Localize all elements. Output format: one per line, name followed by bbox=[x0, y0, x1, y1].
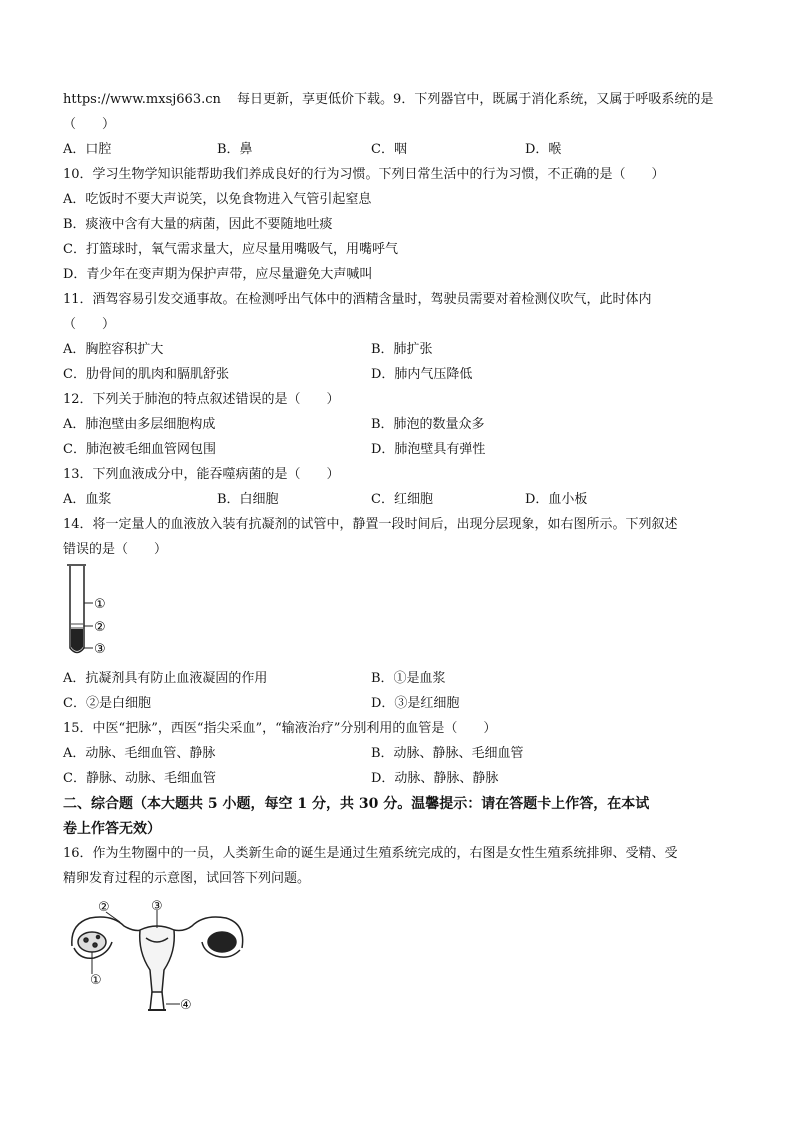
q12-option-d: D．肺泡壁具有弹性 bbox=[371, 442, 486, 457]
tube-label-2: ② bbox=[94, 620, 106, 635]
q13-option-b: B．白细胞 bbox=[217, 492, 279, 507]
section-title-2: 卷上作答无效） bbox=[63, 821, 161, 837]
q15-stem: 15．中医“把脉”，西医“指尖采血”，“输液治疗”分别利用的血管是（ ） bbox=[63, 721, 497, 736]
q9-option-d: D．喉 bbox=[525, 142, 562, 157]
q9-paren: （ ） bbox=[63, 117, 116, 132]
figure-label-3: ③ bbox=[151, 899, 163, 914]
q11-option-a: A．胸腔容积扩大 bbox=[63, 342, 164, 357]
q15-option-c: C．静脉、动脉、毛细血管 bbox=[63, 771, 216, 786]
q15-option-d: D．动脉、静脉、静脉 bbox=[371, 771, 499, 786]
q14-option-c: C．②是白细胞 bbox=[63, 696, 151, 711]
q9-stem: 9．下列器官中，既属于消化系统，又属于呼吸系统的是 bbox=[393, 92, 714, 107]
q13-stem: 13．下列血液成分中，能吞噬病菌的是（ ） bbox=[63, 467, 340, 482]
q11-option-c: C．肋骨间的肌肉和膈肌舒张 bbox=[63, 367, 229, 382]
test-tube-figure bbox=[60, 562, 130, 660]
q12-option-c: C．肺泡被毛细血管网包围 bbox=[63, 442, 216, 457]
q16-stem: 16．作为生物圈中的一员，人类新生命的诞生是通过生殖系统完成的，右图是女性生殖系统排卵、受精、受 bbox=[63, 846, 678, 861]
q10-stem: 10．学习生物学知识能帮助我们养成良好的行为习惯。下列日常生活中的行为习惯，不正确的是（ ） bbox=[63, 167, 665, 182]
section-title: 二、综合题（本大题共 5 小题，每空 1 分，共 30 分。温馨提示：请在答题卡上作答，在本试 bbox=[63, 796, 650, 812]
q13-option-a: A．血浆 bbox=[63, 492, 112, 507]
q13-option-d: D．血小板 bbox=[525, 492, 588, 507]
q14-option-d: D．③是红细胞 bbox=[371, 696, 460, 711]
q10-option-c: C．打篮球时，氧气需求量大，应尽量用嘴吸气，用嘴呼气 bbox=[63, 242, 398, 257]
tube-label-3: ③ bbox=[94, 642, 106, 657]
promo-text: 每日更新，享更低价下载。 bbox=[237, 92, 394, 107]
q10-option-b: B．痰液中含有大量的病菌，因此不要随地吐痰 bbox=[63, 217, 333, 232]
figure-label-2: ② bbox=[98, 900, 110, 915]
q11-stem: 11．酒驾容易引发交通事故。在检测呼出气体中的酒精含量时，驾驶员需要对着检测仪吹气，此时体内 bbox=[63, 292, 652, 307]
q9-option-a: A．口腔 bbox=[63, 142, 112, 157]
q13-option-c: C．红细胞 bbox=[371, 492, 433, 507]
figure-label-1: ① bbox=[90, 973, 102, 988]
q11-paren: （ ） bbox=[63, 317, 116, 332]
figure-label-4: ④ bbox=[180, 998, 192, 1013]
q10-option-a: A．吃饭时不要大声说笑，以免食物进入气管引起窒息 bbox=[63, 192, 372, 207]
q14-stem: 14．将一定量人的血液放入装有抗凝剂的试管中，静置一段时间后，出现分层现象，如右图所示。下列叙述 bbox=[63, 517, 678, 532]
q9-line bbox=[63, 91, 734, 109]
q12-option-b: B．肺泡的数量众多 bbox=[371, 417, 485, 432]
q12-option-a: A．肺泡壁由多层细胞构成 bbox=[63, 417, 216, 432]
q10-option-d: D．青少年在变声期为保护声带，应尽量避免大声喊叫 bbox=[63, 267, 373, 282]
q11-option-b: B．肺扩张 bbox=[371, 342, 433, 357]
q9-option-c: C．咽 bbox=[371, 142, 407, 157]
test-tube-icon bbox=[67, 565, 86, 653]
q16-stem-2: 精卵发育过程的示意图，试回答下列问题。 bbox=[63, 871, 311, 886]
tube-label-1: ① bbox=[94, 597, 106, 612]
q14-stem-2: 错误的是（ ） bbox=[63, 542, 168, 557]
q11-option-d: D．肺内气压降低 bbox=[371, 367, 473, 382]
female-reproductive-figure bbox=[62, 894, 252, 1016]
q12-stem: 12．下列关于肺泡的特点叙述错误的是（ ） bbox=[63, 392, 340, 407]
source-url: https://www.mxsj663.cn bbox=[63, 92, 221, 107]
q14-option-b: B．①是血浆 bbox=[371, 671, 446, 686]
q15-option-a: A．动脉、毛细血管、静脉 bbox=[63, 746, 216, 761]
q15-option-b: B．动脉、静脉、毛细血管 bbox=[371, 746, 524, 761]
q14-option-a: A．抗凝剂具有防止血液凝固的作用 bbox=[63, 671, 268, 686]
uterus-diagram-icon bbox=[72, 917, 243, 1010]
q9-option-b: B．鼻 bbox=[217, 142, 253, 157]
